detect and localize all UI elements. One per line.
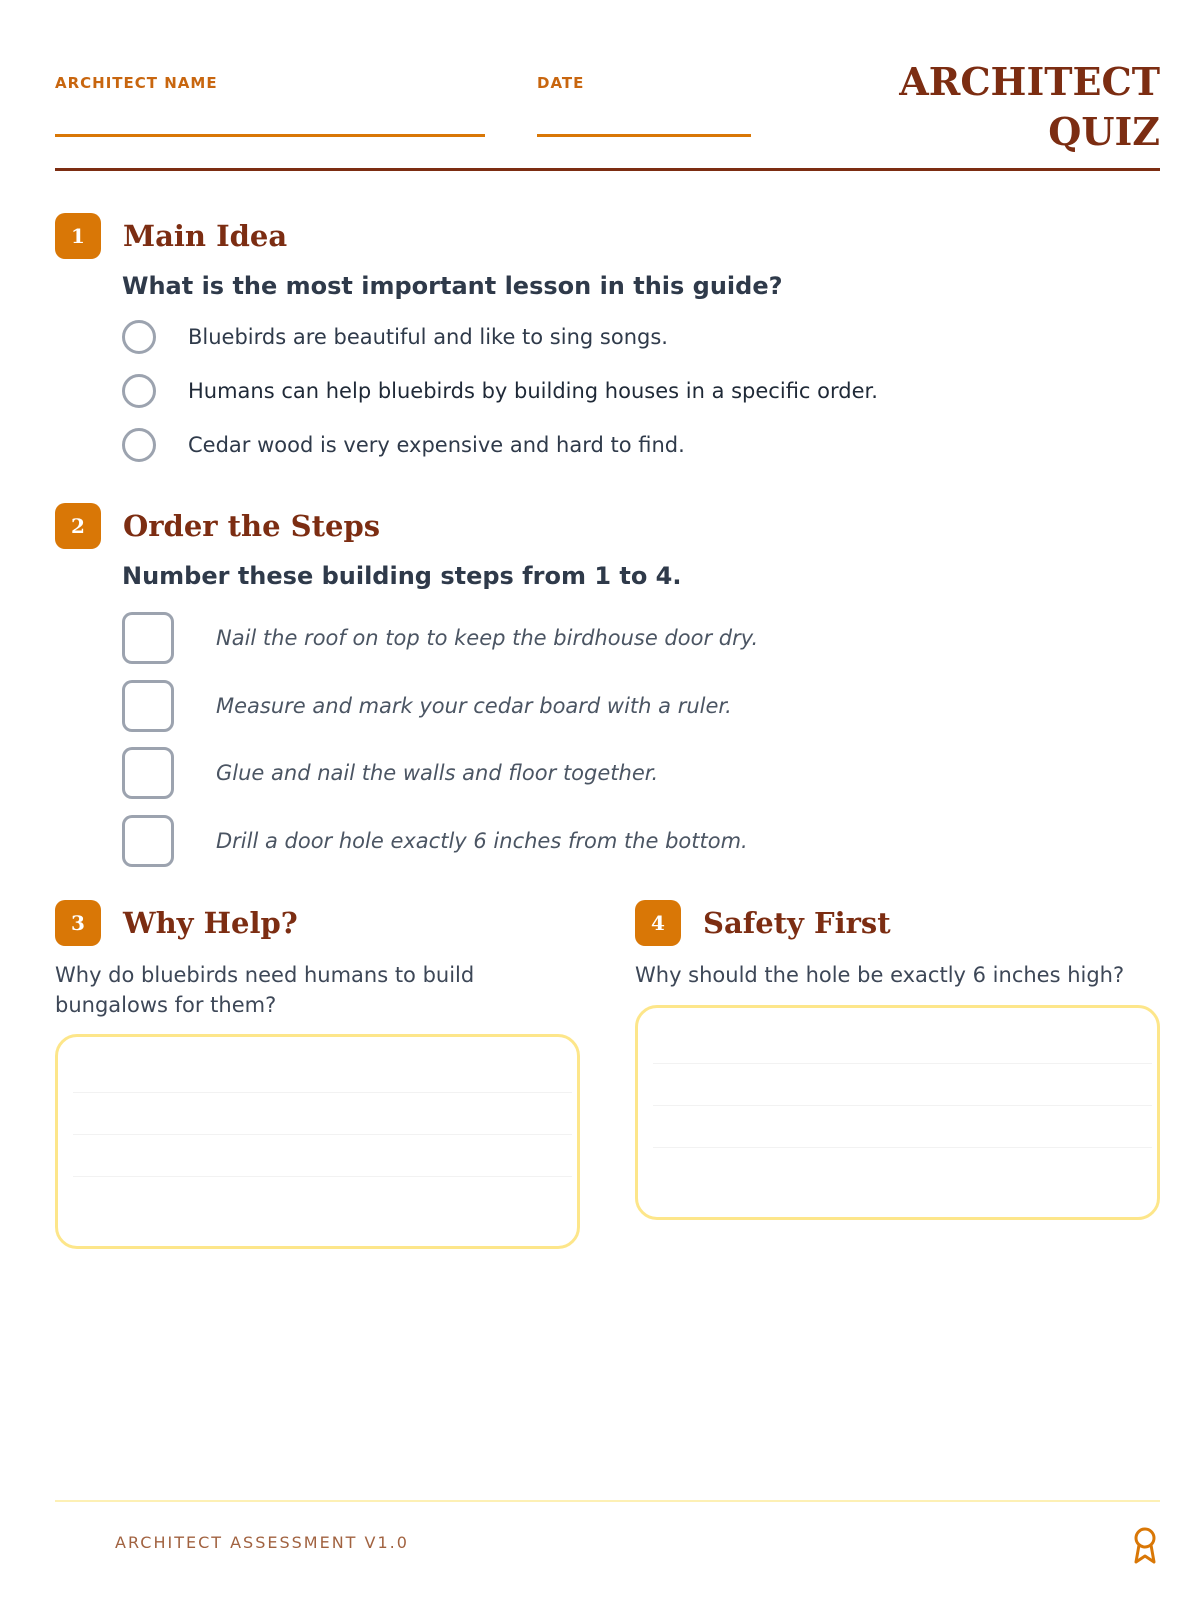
writing-line [653,1147,1152,1148]
header-divider [55,168,1160,171]
section-main-idea-header [55,213,287,259]
step-number-box[interactable] [122,680,174,732]
award-ribbon-icon [1130,1526,1160,1566]
writing-line [73,1134,572,1135]
step-number-box[interactable] [122,747,174,799]
option-label: Humans can help bluebirds by building houses in a specific order. [188,379,878,403]
writing-line [653,1063,1152,1064]
option-label: Cedar wood is very expensive and hard to find. [188,433,685,457]
step-label: Glue and nail the walls and floor together. [216,761,659,785]
step-number-box[interactable] [122,815,174,867]
radio-button[interactable] [122,374,156,408]
date-label: DATE [537,74,585,92]
section-safety-first-header [635,900,891,946]
writing-line [653,1105,1152,1106]
order-step-3 [122,747,658,799]
quiz-page [55,0,1160,1600]
section-number-badge: 2 [55,503,101,549]
radio-button[interactable] [122,428,156,462]
section-title: Safety First [703,906,891,940]
why-help-prompt: Why do bluebirds need humans to build bungalows for them? [55,963,475,1017]
section-title: Why Help? [123,906,298,940]
footer-version-text: ARCHITECT ASSESSMENT V1.0 [115,1533,409,1552]
quiz-title [899,57,1160,157]
writing-line [73,1176,572,1177]
order-step-4 [122,815,748,867]
order-step-1 [122,612,758,664]
main-idea-option-2[interactable] [122,374,878,408]
order-step-2 [122,680,732,732]
architect-name-field[interactable] [55,134,485,137]
safety-first-prompt: Why should the hole be exactly 6 inches high? [635,963,1125,987]
step-label: Drill a door hole exactly 6 inches from the bottom. [216,829,748,853]
safety-first-answer-box[interactable] [635,1005,1160,1220]
section-order-steps-header [55,503,380,549]
section-number-badge: 1 [55,213,101,259]
step-label: Nail the roof on top to keep the birdhouse door dry. [216,626,759,650]
section-number-badge: 4 [635,900,681,946]
order-steps-question: Number these building steps from 1 to 4. [122,562,682,590]
section-why-help-header [55,900,298,946]
radio-button[interactable] [122,320,156,354]
date-field[interactable] [537,134,751,137]
architect-name-label: ARCHITECT NAME [55,74,218,92]
footer-divider [55,1500,1160,1502]
option-label: Bluebirds are beautiful and like to sing songs. [188,325,668,349]
step-label: Measure and mark your cedar board with a ruler. [216,694,732,718]
step-number-box[interactable] [122,612,174,664]
quiz-title-line2: QUIZ [1048,109,1160,154]
main-idea-option-3[interactable] [122,428,685,462]
writing-line [73,1092,572,1093]
section-title: Order the Steps [123,509,381,543]
section-title: Main Idea [123,219,288,253]
why-help-answer-box[interactable] [55,1034,580,1249]
main-idea-question: What is the most important lesson in this guide? [122,272,783,300]
quiz-title-line1: ARCHITECT [899,59,1160,104]
section-number-badge: 3 [55,900,101,946]
main-idea-option-1[interactable] [122,320,668,354]
